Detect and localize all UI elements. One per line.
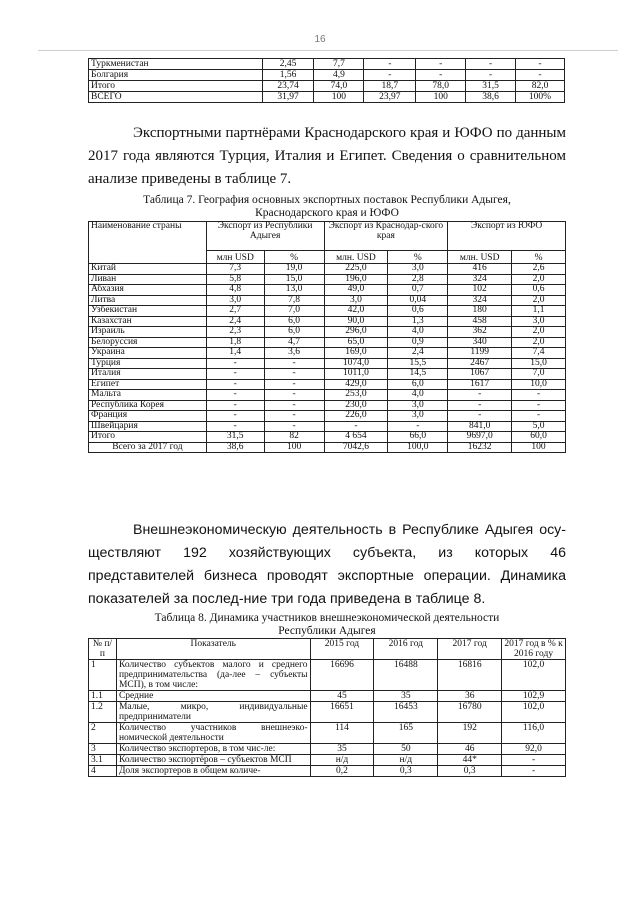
- table-cell: 116,0: [502, 723, 566, 744]
- table-cell: 114: [310, 723, 374, 744]
- table-cell: -: [264, 358, 324, 369]
- table-cell: Количество экспортёров – субъектов МСП: [116, 755, 310, 766]
- table-cell: 1011,0: [324, 369, 388, 380]
- table-cell: 16816: [438, 660, 502, 691]
- table-cell: 7,8: [264, 295, 324, 306]
- table-cell: 13,0: [264, 285, 324, 296]
- table-cell: 102,9: [502, 691, 566, 702]
- table-row: [89, 81, 565, 92]
- table-cell: 102,0: [502, 702, 566, 723]
- table-row: [89, 723, 566, 744]
- table8-caption-line2: Республики Адыгея: [278, 625, 376, 637]
- table-cell: 416: [448, 264, 512, 275]
- table-cell: 4: [89, 766, 117, 777]
- table-cell: 1,3: [388, 316, 448, 327]
- table-cell: 0,2: [310, 766, 374, 777]
- table-cell: -: [388, 421, 448, 432]
- table-cell: Итого: [89, 81, 263, 92]
- table-cell: 324: [448, 274, 512, 285]
- table-cell: 2,0: [512, 327, 566, 338]
- table-cell: 15,5: [388, 358, 448, 369]
- table-cell: 7,0: [512, 369, 566, 380]
- table-cell: -: [448, 390, 512, 401]
- table-cell: 90,0: [324, 316, 388, 327]
- table-row: [89, 70, 565, 81]
- table-cell: 169,0: [324, 348, 388, 359]
- table-cell: 16232: [448, 442, 512, 453]
- table-cell: Республика Корея: [89, 400, 207, 411]
- table-cell: 6,0: [264, 327, 324, 338]
- table-row: [89, 327, 566, 338]
- table-cell: 2,8: [388, 274, 448, 285]
- table-cell: 7,4: [512, 348, 566, 359]
- table7-unit-1: млн USD: [206, 251, 264, 264]
- table-cell: 9697,0: [448, 432, 512, 443]
- table-cell: 5,0: [512, 421, 566, 432]
- table-cell: -: [512, 411, 566, 422]
- table-cell: ВСЕГО: [89, 92, 263, 103]
- table-cell: 196,0: [324, 274, 388, 285]
- table-cell: 180: [448, 306, 512, 317]
- table7-export-geography: [88, 221, 566, 453]
- table-cell: 253,0: [324, 390, 388, 401]
- table-cell: Белоруссия: [89, 337, 207, 348]
- table-cell: 38,6: [206, 442, 264, 453]
- table-row: [89, 390, 566, 401]
- table-cell: 15,0: [512, 358, 566, 369]
- table7-unit-2: млн. USD: [324, 251, 388, 264]
- table-cell: 1,4: [206, 348, 264, 359]
- table-cell: 165: [374, 723, 438, 744]
- table-cell: 100: [512, 442, 566, 453]
- table-cell: 458: [448, 316, 512, 327]
- table-cell: -: [324, 421, 388, 432]
- table-cell: -: [206, 390, 264, 401]
- table-cell: 1: [89, 660, 117, 691]
- header-divider: [38, 50, 618, 51]
- table-cell: -: [502, 766, 566, 777]
- table-cell: 2,45: [262, 59, 314, 70]
- table-row: [89, 316, 566, 327]
- table-row: [89, 379, 566, 390]
- table-cell: 230,0: [324, 400, 388, 411]
- table-cell: 1074,0: [324, 358, 388, 369]
- table-row: [89, 744, 566, 755]
- table-row: [89, 274, 566, 285]
- table-header-cell: Показатель: [116, 639, 310, 660]
- table-cell: 192: [438, 723, 502, 744]
- table-cell: Малые, микро, индивидуальные предприниматели: [116, 702, 310, 723]
- table-cell: 2,0: [512, 274, 566, 285]
- table-cell: -: [448, 411, 512, 422]
- table-cell: 78,0: [416, 81, 466, 92]
- table-cell: Ливан: [89, 274, 207, 285]
- table-cell: 42,0: [324, 306, 388, 317]
- table-cell: 7,0: [264, 306, 324, 317]
- table8-caption-line1: Таблица 8. Динамика участников внешнеэкономической деятельности: [154, 612, 500, 624]
- table-cell: -: [364, 70, 416, 81]
- table-cell: 4,8: [206, 285, 264, 296]
- table-cell: 3,0: [324, 295, 388, 306]
- table-cell: 324: [448, 295, 512, 306]
- table-row: [89, 358, 566, 369]
- table-cell: 16488: [374, 660, 438, 691]
- table-cell: -: [466, 59, 516, 70]
- table-cell: -: [206, 379, 264, 390]
- table-cell: Украина: [89, 348, 207, 359]
- table-cell: 0,3: [374, 766, 438, 777]
- table-cell: 4,0: [388, 327, 448, 338]
- table-cell: Абхазия: [89, 285, 207, 296]
- table8-caption: [88, 612, 566, 638]
- table-cell: 3,0: [388, 264, 448, 275]
- table-cell: -: [364, 59, 416, 70]
- table-cell: 23,97: [364, 92, 416, 103]
- table-cell: 0,3: [438, 766, 502, 777]
- table-cell: 49,0: [324, 285, 388, 296]
- table-cell: 3,0: [512, 316, 566, 327]
- table-cell: -: [264, 421, 324, 432]
- table-cell: 225,0: [324, 264, 388, 275]
- table-cell: 0,6: [512, 285, 566, 296]
- table-cell: 1.1: [89, 691, 117, 702]
- table-cell: 0,9: [388, 337, 448, 348]
- table-cell: Египет: [89, 379, 207, 390]
- paragraph-foreign-trade: Внешнеэкономическую деятельность в Республике Адыгея осу-ществляют 192 хозяйствующих субъекта, из которых 46 представителей бизнеса проводят экспортные операции. Динамика показателей за послед-ние три года приведена в таблице 8.: [88, 522, 566, 607]
- table-header-cell: 2016 год: [374, 639, 438, 660]
- table-row: [89, 337, 566, 348]
- table-cell: 4,0: [388, 390, 448, 401]
- table-cell: н/д: [310, 755, 374, 766]
- table-cell: Франция: [89, 411, 207, 422]
- table-cell: -: [264, 379, 324, 390]
- table-cell: 102: [448, 285, 512, 296]
- table-row: [89, 59, 565, 70]
- table-cell: 2,0: [512, 295, 566, 306]
- table-cell: -: [206, 411, 264, 422]
- table-header-cell: 2017 год: [438, 639, 502, 660]
- table-cell: -: [206, 421, 264, 432]
- table7-caption: [88, 194, 566, 220]
- table-cell: н/д: [374, 755, 438, 766]
- table-cell: 2,6: [512, 264, 566, 275]
- table-header-cell: 2015 год: [310, 639, 374, 660]
- table-cell: 1.2: [89, 702, 117, 723]
- table-cell: 1,1: [512, 306, 566, 317]
- table-cell: 100,0: [388, 442, 448, 453]
- table-cell: 4 654: [324, 432, 388, 443]
- table-cell: 36: [438, 691, 502, 702]
- table-cell: 5,8: [206, 274, 264, 285]
- table-row: [89, 348, 566, 359]
- table-cell: 102,0: [502, 660, 566, 691]
- table-cell: 3,0: [388, 400, 448, 411]
- table-cell: 92,0: [502, 744, 566, 755]
- table-cell: 7042,6: [324, 442, 388, 453]
- table-cell: 2,4: [388, 348, 448, 359]
- table-cell: 429,0: [324, 379, 388, 390]
- table-cell: 35: [374, 691, 438, 702]
- table7-pct-1: %: [264, 251, 324, 264]
- table7-caption-line2: Краснодарского края и ЮФО: [255, 207, 399, 219]
- table-cell: Литва: [89, 295, 207, 306]
- table7-header-yufo: Экспорт из ЮФО: [448, 222, 566, 251]
- table-row: [89, 400, 566, 411]
- table-cell: 6,0: [264, 316, 324, 327]
- table-cell: 4,7: [264, 337, 324, 348]
- table-cell: Болгария: [89, 70, 263, 81]
- table-cell: 44*: [438, 755, 502, 766]
- table-cell: 3,6: [264, 348, 324, 359]
- table-cell: 31,97: [262, 92, 314, 103]
- table7-unit-3: млн. USD: [448, 251, 512, 264]
- table-cell: 7,3: [206, 264, 264, 275]
- table-cell: Турция: [89, 358, 207, 369]
- table-cell: 2,3: [206, 327, 264, 338]
- table-cell: -: [206, 369, 264, 380]
- table7-header-krasnodar: Экспорт из Краснодар-ского края: [324, 222, 448, 251]
- table-cell: 362: [448, 327, 512, 338]
- table-row: [89, 766, 566, 777]
- table-cell: -: [264, 369, 324, 380]
- table-cell: 31,5: [206, 432, 264, 443]
- table-cell: 2467: [448, 358, 512, 369]
- table-cell: -: [206, 400, 264, 411]
- table7-caption-line1: Таблица 7. География основных экспортных поставок Республики Адыгея,: [143, 194, 511, 206]
- table-cell: 31,5: [466, 81, 516, 92]
- continued-export-table: [88, 58, 565, 103]
- table-header-cell: № п/п: [89, 639, 117, 660]
- table-cell: Туркменистан: [89, 59, 263, 70]
- table-cell: 16651: [310, 702, 374, 723]
- table-cell: -: [516, 70, 565, 81]
- table-cell: 65,0: [324, 337, 388, 348]
- table-cell: Италия: [89, 369, 207, 380]
- table-row: [89, 432, 566, 443]
- table8-participants-dynamics: [88, 638, 566, 777]
- table-cell: 3,0: [388, 411, 448, 422]
- table-cell: 15,0: [264, 274, 324, 285]
- table-cell: Казахстан: [89, 316, 207, 327]
- table-cell: -: [466, 70, 516, 81]
- table-row: [89, 755, 566, 766]
- table-cell: 45: [310, 691, 374, 702]
- table-cell: -: [512, 400, 566, 411]
- table-cell: 2,4: [206, 316, 264, 327]
- table-cell: 6,0: [388, 379, 448, 390]
- table-cell: 7,7: [314, 59, 364, 70]
- table-cell: 2: [89, 723, 117, 744]
- table-cell: Мальта: [89, 390, 207, 401]
- table-total-row: [89, 442, 566, 453]
- table-cell: 19,0: [264, 264, 324, 275]
- table-row: [89, 691, 566, 702]
- table-cell: 1067: [448, 369, 512, 380]
- table-cell: Количество экспортеров, в том чис-ле:: [116, 744, 310, 755]
- table-row: [89, 421, 566, 432]
- table-cell: 50: [374, 744, 438, 755]
- table-cell: 2,7: [206, 306, 264, 317]
- table-cell: 100: [416, 92, 466, 103]
- table-cell: 340: [448, 337, 512, 348]
- table-cell: 18,7: [364, 81, 416, 92]
- table-cell: 10,0: [512, 379, 566, 390]
- table-cell: 0,6: [388, 306, 448, 317]
- table-cell: 2,0: [512, 337, 566, 348]
- table-cell: 23,74: [262, 81, 314, 92]
- table-row: [89, 295, 566, 306]
- table-cell: -: [416, 70, 466, 81]
- table-cell: 60,0: [512, 432, 566, 443]
- paragraph-export-partners: Экспортными партнёрами Краснодарского края и ЮФО по данным 2017 года являются Турция, Италия и Египет. Сведения о сравнительном анализе приведены в таблице 7.: [88, 125, 566, 187]
- table-row: [89, 660, 566, 691]
- table-cell: -: [502, 755, 566, 766]
- table-cell: 100: [264, 442, 324, 453]
- table-cell: Количество субъектов малого и среднего предпринимательства (да-лее – субъекты МСП), в том числе:: [116, 660, 310, 691]
- table-cell: 35: [310, 744, 374, 755]
- table-cell: 1,56: [262, 70, 314, 81]
- table-cell: 4,9: [314, 70, 364, 81]
- table-cell: 3,0: [206, 295, 264, 306]
- table-cell: Средние: [116, 691, 310, 702]
- table-cell: 82,0: [516, 81, 565, 92]
- table-row: [89, 702, 566, 723]
- table-row: [89, 92, 565, 103]
- table-cell: -: [416, 59, 466, 70]
- table7-header-adygea: Экспорт из Республики Адыгея: [206, 222, 324, 251]
- table-cell: -: [206, 358, 264, 369]
- table-cell: 1,8: [206, 337, 264, 348]
- table-cell: 1617: [448, 379, 512, 390]
- table-cell: -: [448, 400, 512, 411]
- table-row: [89, 369, 566, 380]
- table-cell: 3.1: [89, 755, 117, 766]
- table-cell: Количество участников внешнеэко-номической деятельности: [116, 723, 310, 744]
- page-number: 16: [314, 34, 326, 45]
- table-row: [89, 411, 566, 422]
- table-cell: Итого: [89, 432, 207, 443]
- table-row: [89, 306, 566, 317]
- table7-pct-3: %: [512, 251, 566, 264]
- table-cell: 296,0: [324, 327, 388, 338]
- table-cell: 66,0: [388, 432, 448, 443]
- table-cell: 841,0: [448, 421, 512, 432]
- table-cell: 38,6: [466, 92, 516, 103]
- table-cell: Израиль: [89, 327, 207, 338]
- table-row: [89, 264, 566, 275]
- table7-pct-2: %: [388, 251, 448, 264]
- table-cell: Доля экспортеров в общем количе-: [116, 766, 310, 777]
- table-cell: 16780: [438, 702, 502, 723]
- table-cell: 0,7: [388, 285, 448, 296]
- table7-header-name: Наименование страны: [89, 222, 207, 264]
- table-cell: -: [264, 390, 324, 401]
- table-cell: 226,0: [324, 411, 388, 422]
- table-cell: 100%: [516, 92, 565, 103]
- table-cell: Узбекистан: [89, 306, 207, 317]
- table-cell: 16696: [310, 660, 374, 691]
- table-cell: Всего за 2017 год: [89, 442, 207, 453]
- table-cell: 74,0: [314, 81, 364, 92]
- table-cell: 0,04: [388, 295, 448, 306]
- table-cell: 1199: [448, 348, 512, 359]
- table-cell: -: [264, 411, 324, 422]
- table-cell: -: [516, 59, 565, 70]
- table-cell: Швейцария: [89, 421, 207, 432]
- table-header-cell: 2017 год в % к 2016 году: [502, 639, 566, 660]
- table-cell: 46: [438, 744, 502, 755]
- table-cell: 16453: [374, 702, 438, 723]
- table-cell: 100: [314, 92, 364, 103]
- table-cell: -: [512, 390, 566, 401]
- table-cell: 14,5: [388, 369, 448, 380]
- table-cell: -: [264, 400, 324, 411]
- table-cell: Китай: [89, 264, 207, 275]
- table-row: [89, 285, 566, 296]
- table-cell: 82: [264, 432, 324, 443]
- table-cell: 3: [89, 744, 117, 755]
